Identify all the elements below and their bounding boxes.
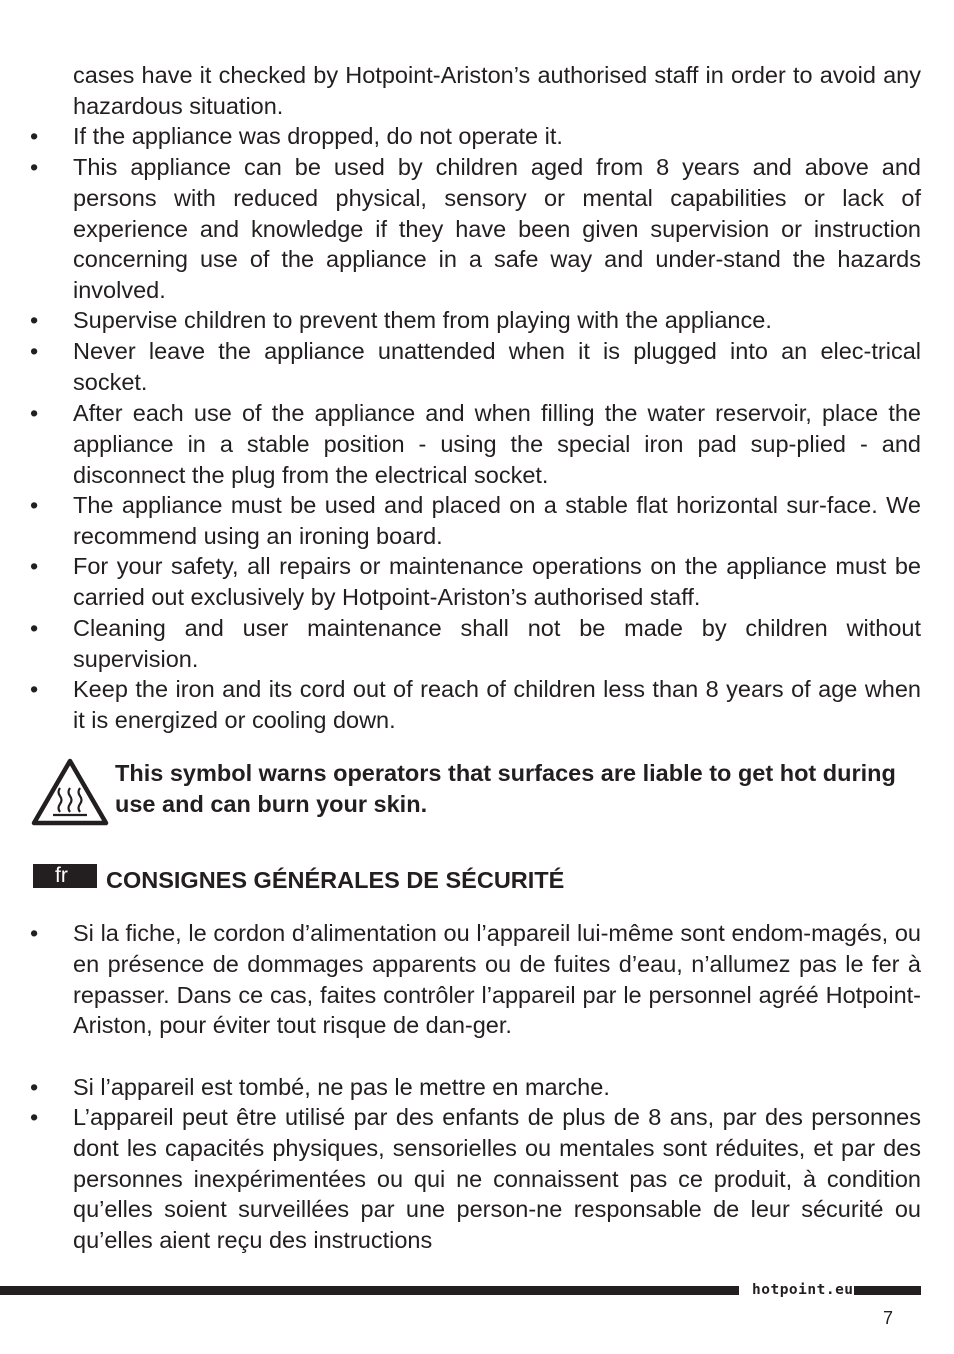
- bullet-marker: •: [30, 307, 39, 333]
- bullet-marker: •: [30, 920, 39, 946]
- footer-rule-left: [0, 1286, 739, 1295]
- paragraph-continuation: cases have it checked by Hotpoint-Ariston’s authorised staff in order to avoid any hazardous situation.: [73, 62, 921, 119]
- section-heading: CONSIGNES GÉNÉRALES DE SÉCURITÉ: [106, 867, 565, 893]
- language-tag: fr: [33, 864, 97, 888]
- list-item-fr-3: L’appareil peut être utilisé par des enfants de plus de 8 ans, par des personnes dont les capacités physiques, sensorielles ou mentales sont réduites, et par des personnes inexpérimentées ou qui ne connaissent pas ce produit, à condition qu’elles soient surveillées par une person-ne responsable de leur sécurité ou qu’elles aient reçu des instructions: [73, 1104, 921, 1254]
- bullet-marker: •: [30, 1104, 39, 1130]
- bullet-marker: •: [30, 154, 39, 180]
- bullet-marker: •: [30, 553, 39, 579]
- list-item-en-4: Never leave the appliance unattended when it is plugged into an elec-trical socket.: [73, 338, 921, 395]
- list-item-en-9: Keep the iron and its cord out of reach of children less than 8 years of age when it is energized or cooling down.: [73, 676, 921, 733]
- bullet-marker: •: [30, 400, 39, 426]
- bullet-marker: •: [30, 615, 39, 641]
- list-item-en-3: Supervise children to prevent them from playing with the appliance.: [73, 307, 772, 333]
- list-item-en-6: The appliance must be used and placed on a stable flat horizontal sur-face. We recommend using an ironing board.: [73, 492, 921, 549]
- bullet-marker: •: [30, 1074, 39, 1100]
- list-item-en-2: This appliance can be used by children aged from 8 years and above and persons with reduced physical, sensory or mental capabilities or lack of experience and knowledge if they have been given supervision or instruction concerning use of the appliance in a safe way and under-stand the hazards involved.: [73, 154, 921, 304]
- list-item-fr-2: Si l’appareil est tombé, ne pas le mettre en marche.: [73, 1074, 610, 1100]
- list-item-en-7: For your safety, all repairs or maintenance operations on the appliance must be carried out exclusively by Hotpoint-Ariston’s authorised staff.: [73, 553, 921, 610]
- list-item-en-1: If the appliance was dropped, do not operate it.: [73, 123, 563, 149]
- page-number: 7: [883, 1308, 894, 1328]
- bullet-marker: •: [30, 123, 39, 149]
- footer-brand: hotpoint.eu: [752, 1282, 854, 1298]
- bullet-marker: •: [30, 492, 39, 518]
- bullet-marker: •: [30, 338, 39, 364]
- list-item-fr-1: Si la fiche, le cordon d’alimentation ou l’appareil lui-même sont endom-magés, ou en présence de dommages apparents ou de fuites d’eau, n’allumez pas le fer à repasser. Dans ce cas, faites contrôler l’appareil par le personnel agréé Hotpoint-Ariston, pour éviter tout risque de dan-ger.: [73, 920, 921, 1039]
- bullet-marker: •: [30, 676, 39, 702]
- footer-rule-right: [854, 1286, 921, 1295]
- hot-surface-warning-icon: [31, 757, 109, 827]
- list-item-en-5: After each use of the appliance and when filling the water reservoir, place the appliance in a stable position - using the special iron pad sup-plied - and disconnect the plug from the electrical socket.: [73, 400, 921, 488]
- list-item-en-8: Cleaning and user maintenance shall not be made by children without supervision.: [73, 615, 921, 672]
- hot-surface-warning-text: This symbol warns operators that surfaces are liable to get hot during use and can burn your skin.: [115, 760, 896, 817]
